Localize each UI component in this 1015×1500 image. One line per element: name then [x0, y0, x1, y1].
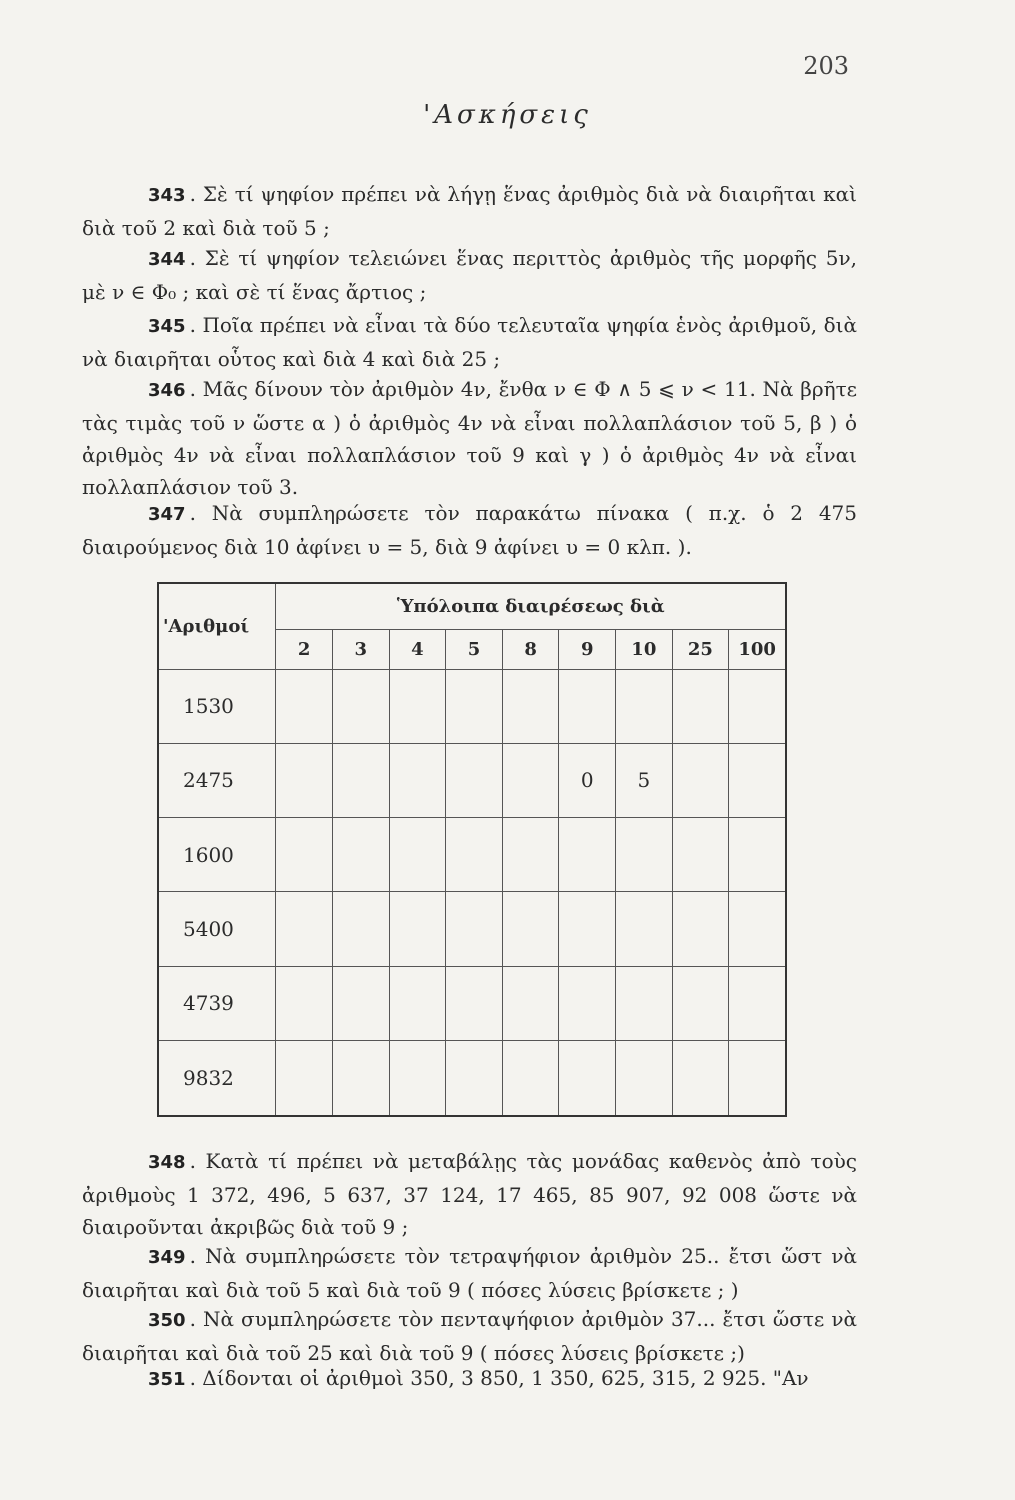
remainder-cell — [502, 892, 559, 966]
remainder-cell — [502, 743, 559, 817]
exercise-text: . Σὲ τί ψηφίον πρέπει νὰ λήγῃ ἕνας ἀριθμὸς διὰ νὰ διαιρῆται καὶ διὰ τοῦ 2 καὶ διὰ τοῦ 5 ; — [82, 182, 857, 240]
remainder-cell — [729, 966, 786, 1040]
row-number: 1600 — [158, 818, 276, 892]
exercise-number: 346 — [148, 380, 186, 401]
remainder-cell — [446, 1040, 503, 1116]
section-title: 'Ασκήσεις — [423, 100, 592, 130]
exercise-number: 344 — [148, 249, 186, 270]
row-number: 4739 — [158, 966, 276, 1040]
remainder-cell — [332, 818, 389, 892]
remainder-cell — [332, 1040, 389, 1116]
remainder-cell — [559, 1040, 616, 1116]
remainder-cell — [616, 818, 673, 892]
exercise-text: . Νὰ συμπληρώσετε τὸν πενταψήφιον ἀριθμὸν 37... ἔτσι ὥστε νὰ διαιρῆται καὶ διὰ τοῦ 25 καὶ διὰ τοῦ 9 ( πόσες λύσεις βρίσκετε ;) — [82, 1307, 857, 1365]
exercise-number: 349 — [148, 1247, 186, 1268]
exercise-number: 348 — [148, 1152, 186, 1173]
remainder-cell — [276, 966, 333, 1040]
divisor-header: 5 — [446, 629, 503, 669]
remainder-cell — [502, 669, 559, 743]
exercise-350 — [82, 1303, 857, 1369]
remainder-cell — [276, 818, 333, 892]
remainder-cell — [446, 818, 503, 892]
exercise-346 — [82, 373, 857, 503]
row-number: 9832 — [158, 1040, 276, 1116]
remainders-group-header: Ὑπόλοιπα διαιρέσεως διὰ — [276, 583, 786, 629]
remainder-cell — [332, 892, 389, 966]
remainder-cell — [729, 892, 786, 966]
exercise-text: . Σὲ τί ψηφίον τελειώνει ἕνας περιττὸς ἀριθμὸς τῆς μορφῆς 5ν, μὲ ν ∈ Φ₀ ; καὶ σὲ τί ἕνας ἄρτιος ; — [82, 246, 857, 304]
exercise-text: . Ποῖα πρέπει νὰ εἶναι τὰ δύο τελευταῖα ψηφία ἑνὸς ἀριθμοῦ, διὰ νὰ διαιρῆται οὗτος καὶ διὰ 4 καὶ διὰ 25 ; — [82, 313, 857, 371]
remainder-cell — [332, 966, 389, 1040]
exercise-345 — [82, 309, 857, 375]
table-row — [158, 892, 786, 966]
remainder-cell — [446, 743, 503, 817]
divisor-header: 4 — [389, 629, 446, 669]
numbers-column-header: 'Αριθμοί — [158, 583, 276, 669]
exercise-text: . Κατὰ τί πρέπει νὰ μεταβάλῃς τὰς μονάδας καθενὸς ἀπὸ τοὺς ἀριθμοὺς 1 372, 496, 5 637, 37 124, 17 465, 85 907, 92 008 ὥστε νὰ διαιροῦνται ἀκριβῶς διὰ τοῦ 9 ; — [82, 1149, 857, 1239]
table-row — [158, 818, 786, 892]
row-number: 2475 — [158, 743, 276, 817]
exercise-text: . Δίδονται οἱ ἀριθμοὶ 350, 3 850, 1 350, 625, 315, 2 925. "Αν — [189, 1366, 809, 1390]
remainder-cell — [559, 966, 616, 1040]
divisor-header: 100 — [729, 629, 786, 669]
remainder-cell — [672, 818, 729, 892]
row-number: 1530 — [158, 669, 276, 743]
remainder-cell — [276, 1040, 333, 1116]
exercise-344 — [82, 242, 857, 308]
page-number: 203 — [803, 52, 849, 80]
remainders-table — [157, 582, 787, 1117]
remainder-cell — [446, 892, 503, 966]
exercise-text: . Μᾶς δίνουν τὸν ἀριθμὸν 4ν, ἔνθα ν ∈ Φ ∧ 5 ⩽ ν < 11. Νὰ βρῆτε τὰς τιμὰς τοῦ ν ὥστε α ) ὁ ἀριθμὸς 4ν νὰ εἶναι πολλαπλάσιον τοῦ 5, β ) ὁ ἀριθμὸς 4ν νὰ εἶναι πολλαπλάσιον τοῦ 9 καὶ γ ) ὁ ἀριθμὸς 4ν νὰ εἶναι πολλαπλάσιον τοῦ 3. — [82, 377, 857, 499]
remainder-cell — [389, 966, 446, 1040]
remainder-cell — [672, 1040, 729, 1116]
exercise-number: 347 — [148, 504, 186, 525]
table-row — [158, 743, 786, 817]
divisor-header: 8 — [502, 629, 559, 669]
remainder-cell — [502, 818, 559, 892]
exercise-number: 345 — [148, 316, 186, 337]
remainder-cell — [389, 892, 446, 966]
remainder-cell — [332, 669, 389, 743]
remainder-cell — [276, 669, 333, 743]
remainder-cell — [672, 966, 729, 1040]
remainder-cell — [559, 818, 616, 892]
remainder-cell — [672, 669, 729, 743]
exercise-343 — [82, 178, 857, 244]
divisor-header: 3 — [332, 629, 389, 669]
exercise-number: 351 — [148, 1369, 186, 1390]
table-row — [158, 966, 786, 1040]
remainder-cell — [729, 669, 786, 743]
remainder-cell — [389, 743, 446, 817]
remainder-cell — [389, 818, 446, 892]
exercise-347 — [82, 497, 857, 563]
table-row — [158, 1040, 786, 1116]
remainder-cell — [502, 1040, 559, 1116]
remainder-cell — [616, 1040, 673, 1116]
remainder-cell — [276, 743, 333, 817]
remainder-cell — [389, 669, 446, 743]
divisor-header: 9 — [559, 629, 616, 669]
table-row — [158, 669, 786, 743]
remainder-cell — [672, 892, 729, 966]
remainder-cell — [729, 1040, 786, 1116]
divisor-header: 10 — [616, 629, 673, 669]
divisor-header: 25 — [672, 629, 729, 669]
exercise-text: . Νὰ συμπληρώσετε τὸν παρακάτω πίνακα ( π.χ. ὁ 2 475 διαιρούμενος διὰ 10 ἀφίνει υ = 5, διὰ 9 ἀφίνει υ = 0 κλπ. ). — [82, 501, 857, 559]
remainder-cell — [446, 669, 503, 743]
remainder-cell — [559, 892, 616, 966]
remainder-cell — [672, 743, 729, 817]
remainder-cell — [616, 892, 673, 966]
remainder-cell — [332, 743, 389, 817]
remainder-cell — [446, 966, 503, 1040]
remainder-cell: 5 — [616, 743, 673, 817]
exercise-number: 343 — [148, 185, 186, 206]
exercise-348 — [82, 1145, 857, 1243]
remainder-cell: 0 — [559, 743, 616, 817]
remainder-cell — [729, 743, 786, 817]
remainder-cell — [389, 1040, 446, 1116]
remainder-cell — [616, 669, 673, 743]
remainder-cell — [729, 818, 786, 892]
remainder-cell — [559, 669, 616, 743]
row-number: 5400 — [158, 892, 276, 966]
remainder-cell — [502, 966, 559, 1040]
exercise-text: . Νὰ συμπληρώσετε τὸν τετραψήφιον ἀριθμὸν 25.. ἔτσι ὥστ νὰ διαιρῆται καὶ διὰ τοῦ 5 καὶ διὰ τοῦ 9 ( πόσες λύσεις βρίσκετε ; ) — [82, 1244, 857, 1302]
remainder-cell — [616, 966, 673, 1040]
remainder-cell — [276, 892, 333, 966]
exercise-number: 350 — [148, 1310, 186, 1331]
exercise-349 — [82, 1240, 857, 1306]
divisor-header: 2 — [276, 629, 333, 669]
exercise-351 — [82, 1362, 857, 1396]
